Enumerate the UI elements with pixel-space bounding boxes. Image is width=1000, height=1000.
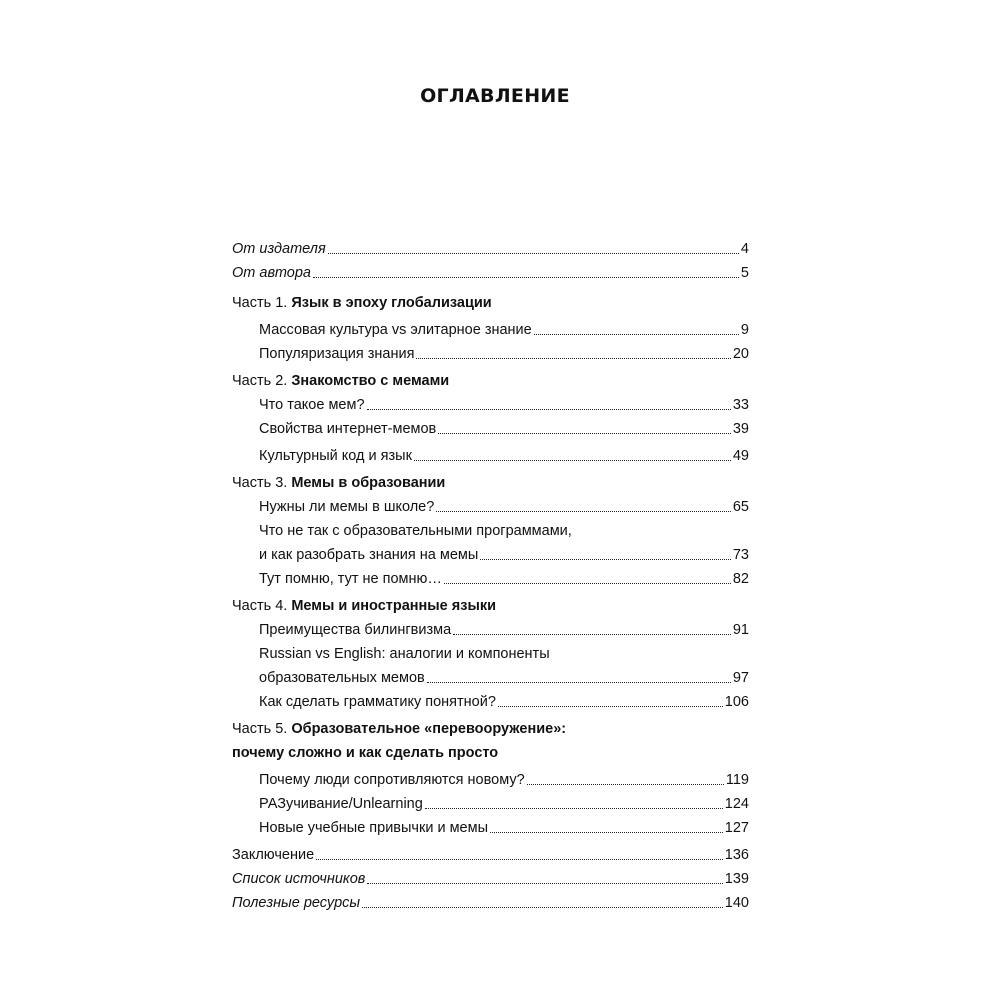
toc-entry-label: Новые учебные привычки и мемы xyxy=(259,820,489,836)
toc-page-number: 91 xyxy=(732,622,749,638)
dot-leader xyxy=(425,808,723,809)
part-number: Часть 2. xyxy=(232,373,288,389)
part-title: Знакомство с мемами xyxy=(291,373,450,389)
toc-entry-label: Список источников xyxy=(232,871,366,887)
part-title: Образовательное «перевооружение»: xyxy=(291,721,567,737)
toc-page-number: 9 xyxy=(740,322,749,338)
dot-leader xyxy=(444,583,731,584)
part-title: Мемы в образовании xyxy=(291,475,446,491)
dot-leader xyxy=(362,907,723,908)
dot-leader xyxy=(416,358,730,359)
toc-entry[interactable] xyxy=(232,765,749,789)
toc-page-number: 39 xyxy=(732,421,749,437)
toc-entry-label: От издателя xyxy=(232,241,326,257)
toc-entry[interactable] xyxy=(232,339,749,363)
dot-leader xyxy=(414,460,731,461)
toc-entry[interactable] xyxy=(232,234,749,258)
toc-entry-label: Заключение xyxy=(232,847,315,863)
toc-page-number: 136 xyxy=(724,847,749,863)
toc-part-heading[interactable] xyxy=(232,714,749,738)
toc-entry-label: Как сделать грамматику понятной? xyxy=(259,694,496,710)
toc-page-number: 124 xyxy=(724,796,749,812)
dot-leader xyxy=(367,883,722,884)
toc-page-number: 33 xyxy=(732,397,749,413)
toc-page-number: 140 xyxy=(724,895,749,911)
part-number: Часть 1. xyxy=(232,295,288,311)
toc-entry[interactable] xyxy=(232,789,749,813)
toc-entry[interactable] xyxy=(232,615,749,639)
toc-entry[interactable] xyxy=(232,864,749,888)
toc-entry-label: Нужны ли мемы в школе? xyxy=(259,499,435,515)
toc-page-number: 139 xyxy=(724,871,749,887)
dot-leader xyxy=(498,706,723,707)
toc-entry-label: Тут помню, тут не помню… xyxy=(259,571,442,587)
dot-leader xyxy=(436,511,731,512)
toc-entry-label: и как разобрать знания на мемы xyxy=(259,547,479,563)
toc-page-number: 20 xyxy=(732,346,749,362)
toc-entry-label: Преимущества билингвизма xyxy=(259,622,452,638)
toc-page-number: 97 xyxy=(732,670,749,686)
part-title: Мемы и иностранные языки xyxy=(291,598,496,614)
toc-page-number: 49 xyxy=(732,448,749,464)
toc-page-number: 65 xyxy=(732,499,749,515)
dot-leader xyxy=(490,832,723,833)
part-title: почему сложно и как сделать просто xyxy=(232,745,499,761)
part-number: Часть 3. xyxy=(232,475,288,491)
toc-entry[interactable] xyxy=(232,840,749,864)
toc-entry-label: Полезные ресурсы xyxy=(232,895,361,911)
toc-entry[interactable] xyxy=(232,888,749,912)
toc-part-heading[interactable] xyxy=(232,468,749,492)
dot-leader xyxy=(534,334,739,335)
toc-entry-label: От автора xyxy=(232,265,311,281)
toc-entry[interactable] xyxy=(232,258,749,282)
page-title: ОГЛАВЛЕНИЕ xyxy=(420,85,570,107)
toc-entry-label: Культурный код и язык xyxy=(259,448,412,464)
toc-entry[interactable] xyxy=(232,492,749,516)
toc-entry-label: Что такое мем? xyxy=(259,397,365,413)
toc-part-heading[interactable] xyxy=(232,591,749,615)
toc-part-heading[interactable] xyxy=(232,366,749,390)
toc-entry[interactable] xyxy=(232,564,749,588)
dot-leader xyxy=(316,859,723,860)
toc-entry-label: Свойства интернет-мемов xyxy=(259,421,437,437)
toc-part-heading[interactable] xyxy=(232,288,749,312)
toc-entry-label: РАЗучивание/Unlearning xyxy=(259,796,423,812)
toc-page-number: 119 xyxy=(725,772,749,788)
part-title: Язык в эпоху глобализации xyxy=(291,295,492,311)
toc-page-number: 5 xyxy=(740,265,749,281)
toc-entry[interactable] xyxy=(232,540,749,564)
toc-page-number: 82 xyxy=(732,571,749,587)
dot-leader xyxy=(328,253,739,254)
dot-leader xyxy=(427,682,731,683)
dot-leader xyxy=(367,409,731,410)
toc-entry[interactable] xyxy=(232,663,749,687)
toc-entry-label: Популяризация знания xyxy=(259,346,415,362)
toc-page-number: 73 xyxy=(732,547,749,563)
toc-entry[interactable] xyxy=(232,441,749,465)
toc-entry[interactable] xyxy=(232,390,749,414)
dot-leader xyxy=(313,277,739,278)
toc-entry-label: Russian vs English: аналогии и компоненты xyxy=(259,646,550,662)
dot-leader xyxy=(453,634,731,635)
part-number: Часть 5. xyxy=(232,721,288,737)
part-number: Часть 4. xyxy=(232,598,288,614)
toc-entry[interactable] xyxy=(232,414,749,438)
dot-leader xyxy=(480,559,731,560)
dot-leader xyxy=(527,784,724,785)
toc-page-number: 4 xyxy=(740,241,749,257)
toc-entry[interactable] xyxy=(232,813,749,837)
toc-entry[interactable] xyxy=(232,687,749,711)
toc-page-number: 106 xyxy=(724,694,749,710)
toc-entry[interactable] xyxy=(232,315,749,339)
table-of-contents xyxy=(232,234,749,912)
toc-page-number: 127 xyxy=(724,820,749,836)
toc-entry-label: Почему люди сопротивляются новому? xyxy=(259,772,525,788)
toc-part-heading-line[interactable] xyxy=(232,738,749,762)
toc-entry-label: образовательных мемов xyxy=(259,670,425,686)
toc-entry-line[interactable] xyxy=(232,639,749,663)
toc-entry-line[interactable] xyxy=(232,516,749,540)
toc-entry-label: Массовая культура vs элитарное знание xyxy=(259,322,532,338)
toc-entry-label: Что не так с образовательными программами, xyxy=(259,523,572,539)
dot-leader xyxy=(438,433,731,434)
